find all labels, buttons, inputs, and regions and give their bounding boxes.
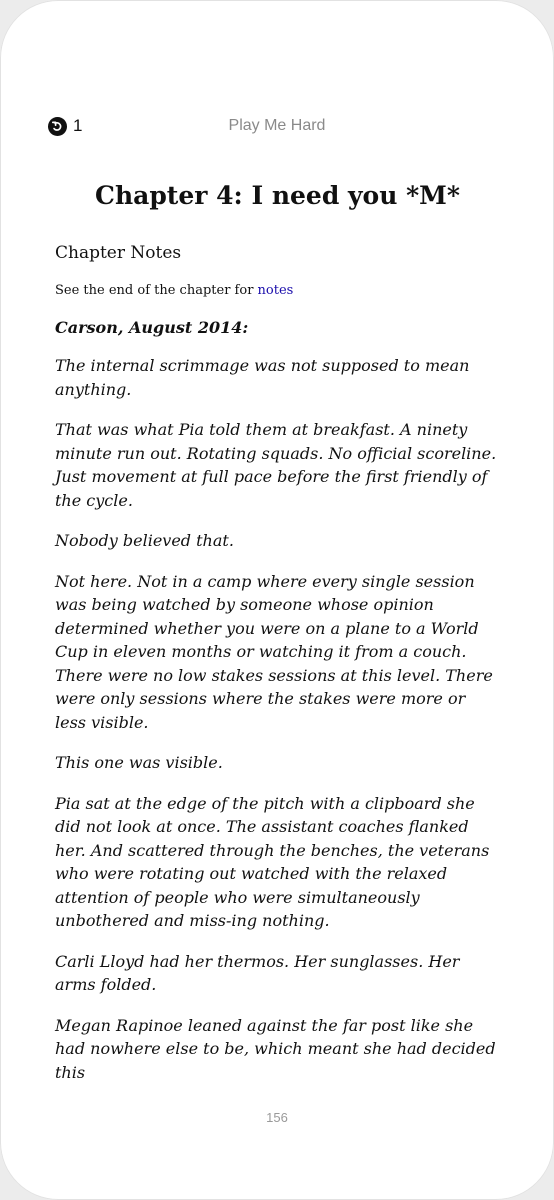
paragraph: The internal scrimmage was not supposed to mean anything.: [55, 356, 470, 399]
back-count[interactable]: 1: [73, 116, 83, 135]
reader-header: [0, 112, 554, 142]
chapter-notes-heading: Chapter Notes: [55, 243, 182, 263]
chapter-content: [55, 178, 500, 1101]
book-title: Play Me Hard: [228, 117, 326, 134]
paragraph: Pia sat at the edge of the pitch with a clipboard she did not look at once. The assistant coaches flanked her. And scattered through the benches, the veterans who were rotating out watched with the relaxed attention of people who were simultaneously unbothered and miss-ing nothing.: [55, 793, 490, 930]
paragraph: That was what Pia told them at breakfast. A ninety minute run out. Rotating squads. No official scoreline. Just movement at full pace before the first friendly of the cycle.: [55, 420, 497, 510]
paragraph: This one was visible.: [55, 753, 223, 772]
paragraph: Carli Lloyd had her thermos. Her sunglasses. Her arms folded.: [55, 951, 460, 994]
chapter-title: Chapter 4: I need you *M*: [95, 181, 460, 210]
chapter-notes-text: See the end of the chapter for: [55, 283, 254, 298]
chapter-notes-line: [55, 276, 500, 306]
notes-link[interactable]: notes: [257, 283, 294, 298]
paragraph: Nobody believed that.: [55, 531, 234, 550]
page-number: 156: [266, 1110, 288, 1125]
paragraph: Not here. Not in a camp where every single session was being watched by someone whose opinion determined whether you were on a plane to a World Cup in eleven months or watching it from a couch. There were no low stakes sessions at this level. There were only sessions where the stakes were more or less visible.: [55, 571, 493, 732]
paragraph: Megan Rapinoe leaned against the far post like she had nowhere else to be, which meant she had decided this: [55, 1015, 496, 1082]
section-heading: Carson, August 2014:: [55, 318, 249, 337]
